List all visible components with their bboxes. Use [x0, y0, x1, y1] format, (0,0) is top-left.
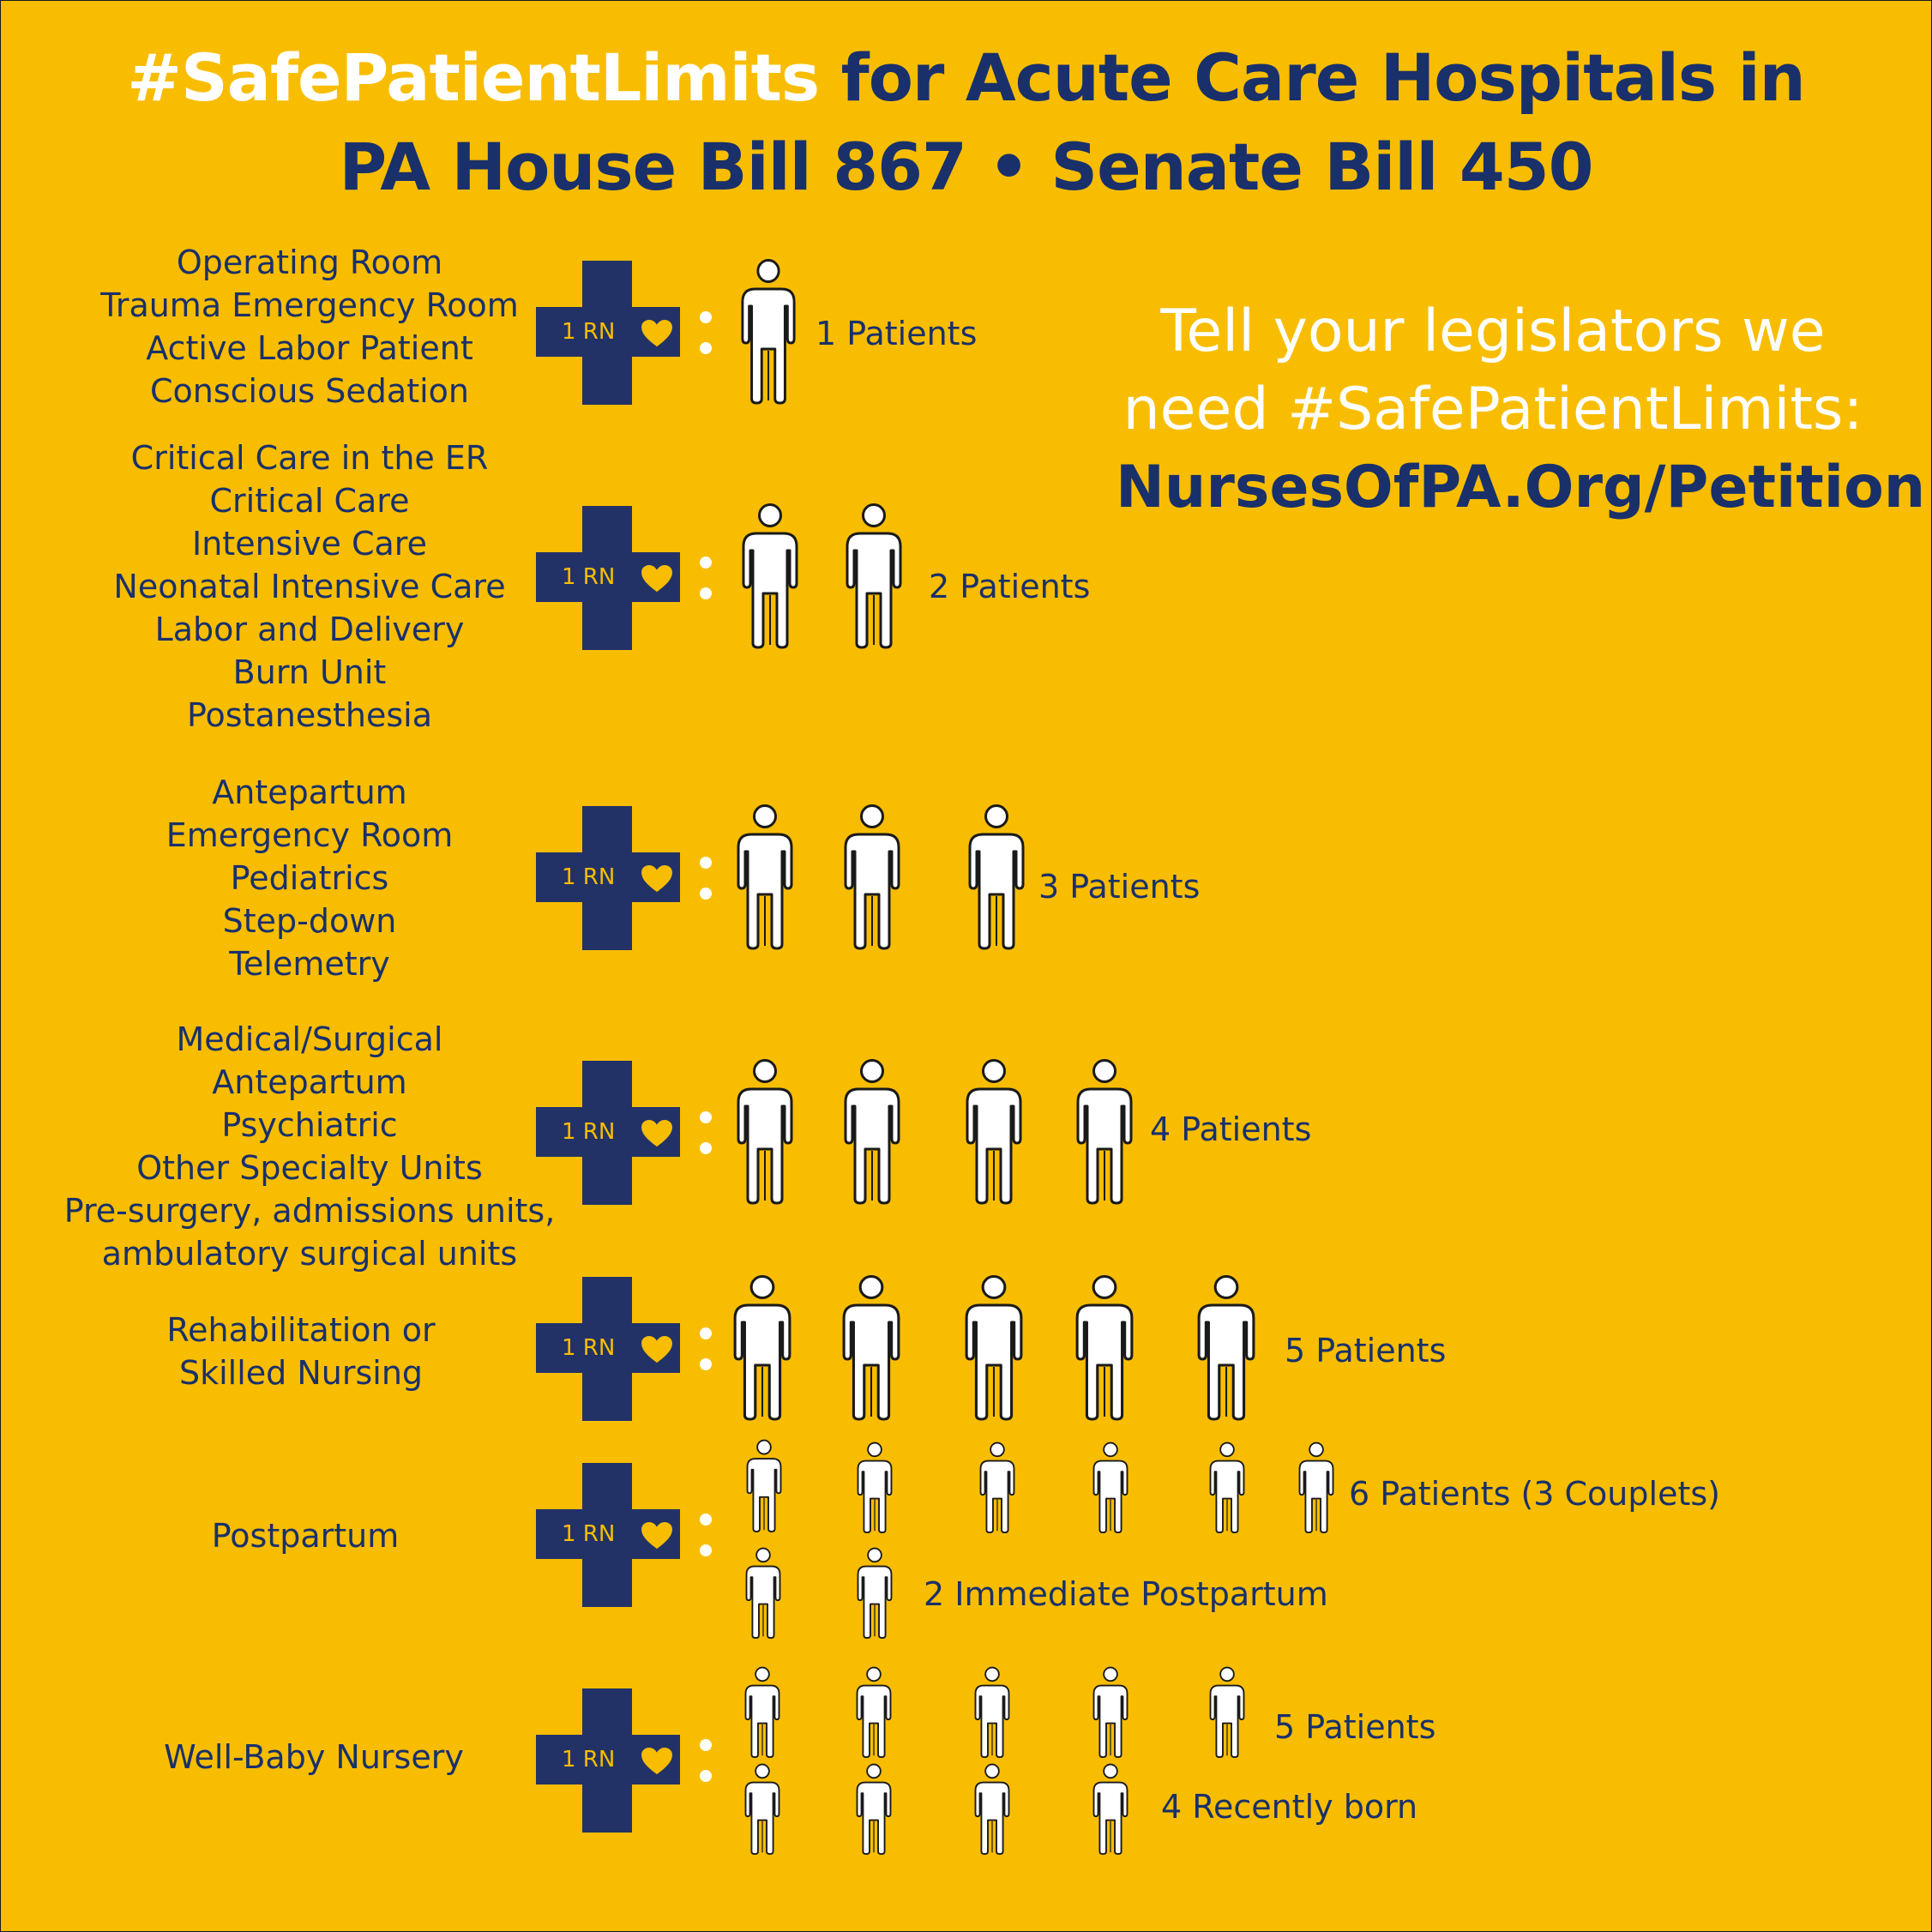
nurse-cross-icon: [536, 1277, 680, 1421]
unit-label: Critical Care in the ER: [130, 439, 489, 477]
unit-label: Operating Room: [176, 244, 443, 281]
patient-count: 2 Patients: [929, 568, 1091, 605]
unit-label: Psychiatric: [221, 1106, 398, 1144]
patient-icon: [842, 803, 902, 951]
unit-list-row-4: [52, 1018, 567, 1275]
heart-icon: [641, 1747, 673, 1776]
nurse-cross-icon: [536, 806, 680, 950]
unit-label: Step-down: [222, 902, 397, 940]
petition-link[interactable]: NursesOfPA.Org/Petition: [1116, 454, 1926, 521]
patient-icon: [973, 1666, 1011, 1759]
unit-label: Burn Unit: [232, 653, 387, 691]
unit-label: Telemetry: [229, 945, 390, 983]
patient-icon: [844, 503, 904, 650]
patient-icon: [855, 1763, 893, 1856]
nurse-label: 1 RN: [562, 1335, 616, 1361]
patient-icon: [1297, 1441, 1335, 1534]
patient-count: 1 Patients: [816, 315, 978, 352]
unit-label: Active Labor Patient: [146, 329, 473, 367]
heart-icon: [641, 1335, 673, 1364]
patient-icon: [1092, 1666, 1129, 1759]
unit-label: Labor and Delivery: [154, 611, 465, 648]
patient-count: 5 Patients: [1274, 1708, 1436, 1746]
patient-count: 3 Patients: [1038, 868, 1201, 906]
heart-icon: [641, 864, 673, 894]
patient-icon: [963, 1274, 1025, 1422]
unit-list-row-5: [52, 1309, 550, 1394]
unit-label: Neonatal Intensive Care: [113, 568, 506, 605]
heart-icon: [641, 319, 673, 348]
call-to-action: [1116, 292, 1926, 527]
patient-icon: [1092, 1441, 1129, 1534]
patient-icon: [735, 1058, 795, 1206]
patient-icon: [1074, 1274, 1135, 1422]
headline-rest: for Acute Care Hospitals in: [819, 39, 1805, 116]
patient-count-secondary: 4 Recently born: [1161, 1788, 1418, 1826]
nurse-cross-icon: [536, 1061, 680, 1205]
ratio-colon-icon: [700, 557, 712, 599]
unit-list-row-6: [52, 1510, 558, 1562]
patient-icon: [744, 1547, 782, 1640]
unit-list-row-1: [52, 241, 567, 412]
patient-icon: [842, 1058, 902, 1206]
patient-count: 5 Patients: [1285, 1332, 1447, 1369]
patient-icon: [856, 1441, 894, 1534]
unit-label: Conscious Sedation: [149, 372, 470, 410]
patient-icon: [1208, 1666, 1246, 1759]
nurse-cross-icon: [536, 261, 680, 405]
heart-icon: [641, 1521, 673, 1550]
patient-icon: [735, 803, 795, 951]
unit-label: Emergency Room: [166, 816, 454, 854]
patient-icon: [743, 1763, 781, 1856]
headline-line-1: [1, 33, 1931, 123]
patient-icon: [1208, 1441, 1246, 1534]
patient-icon: [731, 1274, 793, 1422]
unit-label: Rehabilitation or: [166, 1311, 436, 1349]
patient-icon: [978, 1441, 1016, 1534]
unit-label: Critical Care: [209, 482, 410, 520]
patient-icon: [740, 503, 800, 650]
unit-label: Trauma Emergency Room: [100, 286, 519, 324]
patient-icon: [745, 1439, 783, 1533]
nurse-label: 1 RN: [562, 864, 616, 890]
patient-icon: [964, 1058, 1024, 1206]
cta-line-2: need #SafePatientLimits:: [1122, 376, 1863, 443]
patient-count: 6 Patients (3 Couplets): [1349, 1475, 1720, 1513]
patient-icon: [1092, 1763, 1129, 1856]
ratio-colon-icon: [700, 1327, 712, 1370]
patient-icon: [743, 1666, 781, 1759]
unit-label: Antepartum: [212, 773, 407, 811]
unit-label: Postpartum: [211, 1517, 400, 1555]
nurse-label: 1 RN: [562, 1747, 616, 1773]
unit-label: ambulatory surgical units: [101, 1235, 518, 1273]
nurse-cross-icon: [536, 1688, 680, 1833]
ratio-colon-icon: [700, 1111, 712, 1154]
nurse-cross-icon: [536, 1463, 680, 1607]
patient-count: 4 Patients: [1150, 1110, 1312, 1148]
patient-icon: [973, 1763, 1011, 1856]
unit-list-row-7: [52, 1731, 575, 1783]
unit-label: Other Specialty Units: [136, 1149, 483, 1187]
patient-icon: [856, 1547, 894, 1640]
nurse-label: 1 RN: [562, 1119, 616, 1145]
headline-line-2: PA House Bill 867 • Senate Bill 450: [339, 129, 1593, 205]
nurse-cross-icon: [536, 506, 680, 650]
patient-icon: [739, 258, 797, 406]
ratio-colon-icon: [700, 1739, 712, 1782]
unit-label: Postanesthesia: [186, 696, 433, 734]
patient-icon: [1074, 1058, 1135, 1206]
patient-count-secondary: 2 Immediate Postpartum: [924, 1575, 1328, 1613]
patient-icon: [966, 803, 1026, 951]
patient-icon: [1195, 1274, 1257, 1422]
ratio-colon-icon: [700, 857, 712, 900]
nurse-label: 1 RN: [562, 564, 616, 590]
heart-icon: [641, 1119, 673, 1148]
patient-icon: [855, 1666, 893, 1759]
unit-list-row-3: [52, 771, 567, 985]
unit-label: Well-Baby Nursery: [164, 1738, 464, 1776]
headline: [1, 33, 1931, 212]
unit-label: Medical/Surgical: [176, 1020, 443, 1058]
unit-label: Pediatrics: [230, 859, 389, 897]
unit-label: Antepartum: [212, 1063, 407, 1101]
cta-line-1: Tell your legislators we: [1160, 298, 1826, 365]
headline-hashtag: #SafePatientLimits: [127, 39, 820, 116]
ratio-colon-icon: [700, 1514, 712, 1556]
nurse-label: 1 RN: [562, 319, 616, 345]
heart-icon: [641, 564, 673, 593]
unit-label: Skilled Nursing: [178, 1354, 424, 1392]
unit-label: Intensive Care: [192, 525, 427, 563]
unit-label: Pre-surgery, admissions units,: [63, 1192, 556, 1230]
nurse-label: 1 RN: [562, 1521, 616, 1547]
ratio-colon-icon: [700, 311, 712, 354]
unit-list-row-2: [52, 436, 567, 737]
patient-icon: [840, 1274, 902, 1422]
